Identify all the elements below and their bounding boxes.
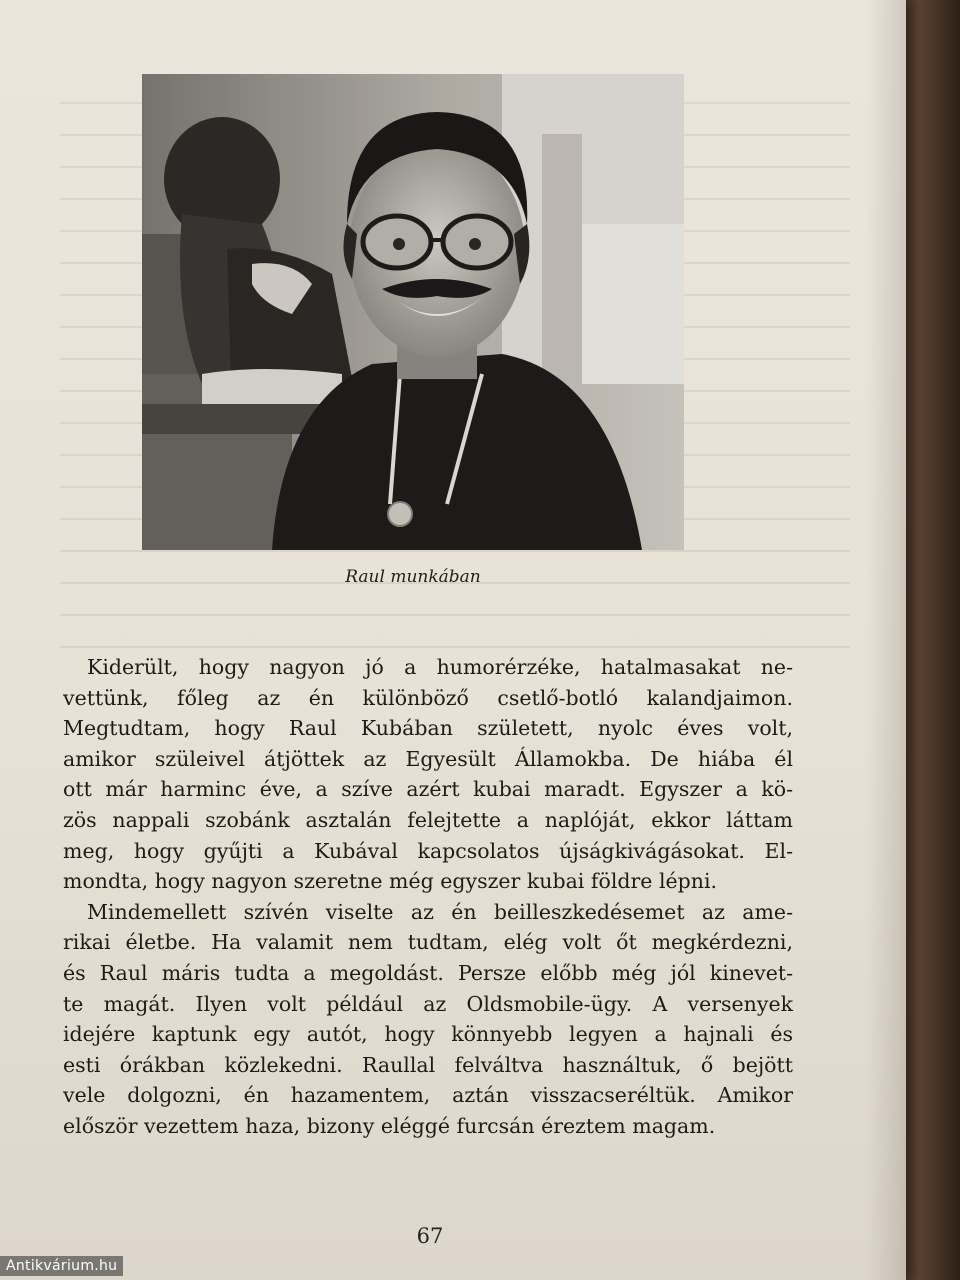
paragraph-2 (63, 897, 793, 1142)
text-line: vettünk, főleg az én különböző csetlő-botló kalandjaimon. (63, 685, 793, 710)
text-line: mondta, hogy nagyon szeretne még egyszer kubai földre lépni. (63, 869, 718, 894)
watermark: Antikvárium.hu (0, 1256, 123, 1276)
text-line: Megtudtam, hogy Raul Kubában született, nyolc éves volt, (63, 716, 793, 741)
text-line: Mindemellett szívén viselte az én beilleszkedésemet az ame- (87, 899, 793, 924)
text-line: zös nappali szobánk asztalán felejtette a naplóját, ekkor láttam (63, 807, 793, 832)
page-number: 67 (416, 1224, 444, 1248)
text-line: Kiderült, hogy nagyon jó a humorérzéke, hatalmasakat ne- (87, 655, 793, 679)
text-line: rikai életbe. Ha valamit nem tudtam, elég volt őt megkérdezni, (63, 930, 793, 955)
photo-caption: Raul munkában (345, 567, 481, 587)
text-line: és Raul máris tudta a megoldást. Persze előbb még jól kinevet- (63, 960, 793, 985)
text-line: te magát. Ilyen volt például az Oldsmobile-ügy. A versenyek (63, 991, 793, 1016)
photo-illustration (142, 74, 684, 550)
text-line: amikor szüleivel átjöttek az Egyesült Államokba. De hiába él (63, 746, 793, 771)
paragraph-1 (63, 652, 793, 897)
text-line: idejére kaptunk egy autót, hogy könnyebb legyen a hajnali és (63, 1022, 793, 1047)
text-line: először vezettem haza, bizony eléggé furcsán éreztem magam. (63, 1113, 716, 1138)
text-line: esti órákban közlekedni. Raullal felváltva használtuk, ő bejött (63, 1052, 793, 1077)
body-text (63, 652, 793, 1142)
text-line: vele dolgozni, én hazamentem, aztán visszacseréltük. Amikor (63, 1083, 793, 1108)
text-line: ott már harminc éve, a szíve azért kubai maradt. Egyszer a kö- (63, 777, 793, 802)
text-line: meg, hogy gyűjti a Kubával kapcsolatos újságkivágásokat. El- (63, 838, 793, 863)
photo-raul (142, 74, 684, 550)
